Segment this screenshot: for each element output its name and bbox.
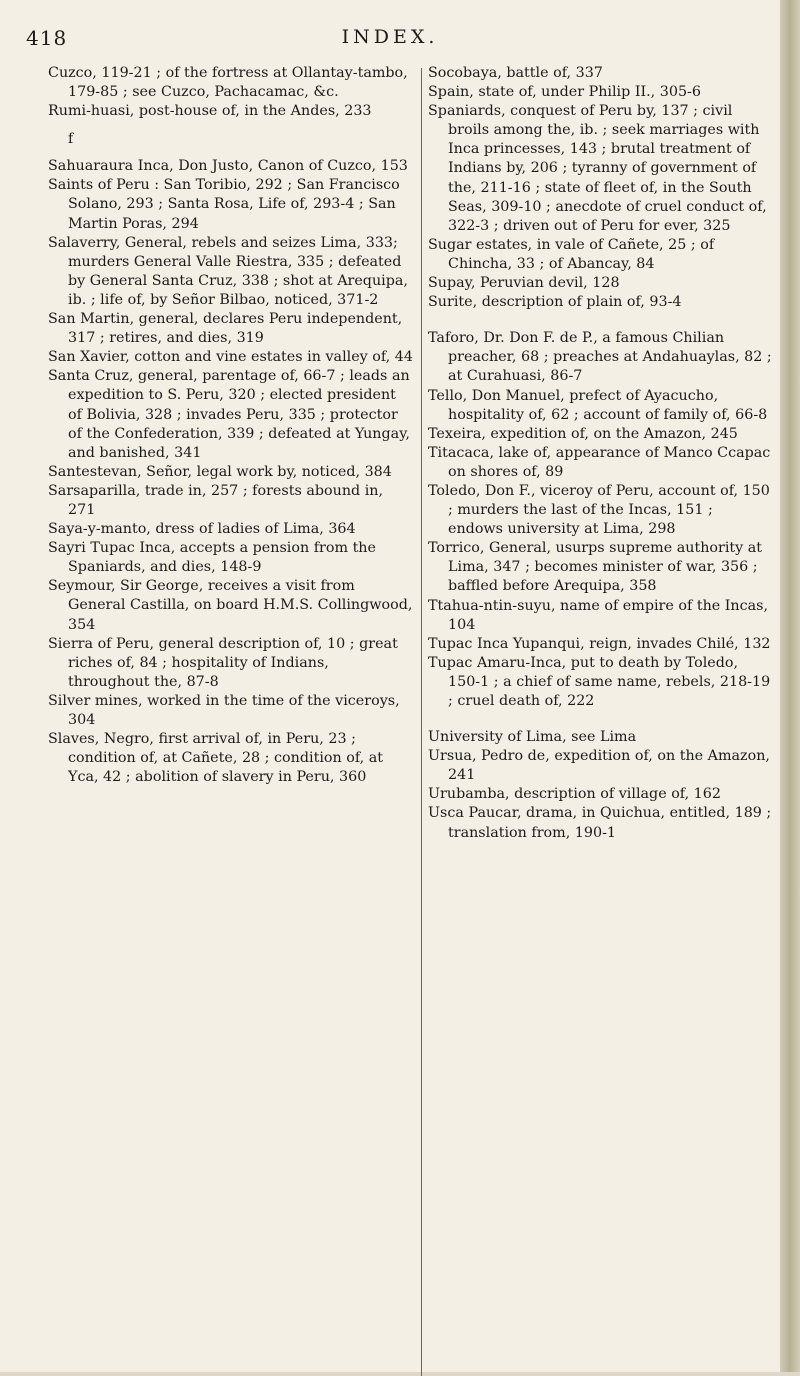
index-entry-rumi-huasi: Rumi-huasi, post-house of, in the Andes, 233 bbox=[48, 103, 372, 120]
index-entry-salaverry: Salaverry, General, rebels and seizes Lima, 333; murders General Valle Riestra, 335 ; defeated by General Santa Cruz, 338 ; shot at Arequipa, ib. ; life of, by Señor Bilbao, noticed, 371-2 bbox=[48, 234, 408, 308]
index-entry-tupac-amaru: Tupac Amaru-Inca, put to death by Toledo, 150-1 ; a chief of same name, rebels, 218-19 ; cruel death of, 222 bbox=[428, 654, 771, 709]
index-entry-tupac-inca-yupanqui: Tupac Inca Yupanqui, reign, invades Chilé, 132 bbox=[428, 635, 771, 652]
index-entry-texeira: Texeira, expedition of, on the Amazon, 245 bbox=[428, 425, 738, 442]
index-entry-torrico: Torrico, General, usurps supreme authority at Lima, 347 ; becomes minister of war, 356 ; baffled before Arequipa, 358 bbox=[428, 540, 763, 595]
left-index-column bbox=[48, 64, 414, 787]
index-entry-slaves: Slaves, Negro, first arrival of, in Peru, 23 ; condition of, at Cañete, 28 ; condition of, at Yca, 42 ; abolition of slavery in Peru, 360 bbox=[48, 731, 384, 786]
index-entry-santestevan: Santestevan, Señor, legal work by, noticed, 384 bbox=[48, 463, 392, 480]
index-entry-ttahua-ntin-suyu: Ttahua-ntin-suyu, name of empire of the Incas, 104 bbox=[428, 597, 769, 633]
index-entry-ursua: Ursua, Pedro de, expedition of, on the Amazon, 241 bbox=[428, 748, 770, 784]
index-entry-sarsaparilla: Sarsaparilla, trade in, 257 ; forests abound in, 271 bbox=[48, 482, 384, 518]
index-entry-san-xavier: San Xavier, cotton and vine estates in valley of, 44 bbox=[48, 349, 413, 366]
index-entry-titacaca: Titacaca, lake of, appearance of Manco Ccapac on shores of, 89 bbox=[428, 444, 771, 480]
index-entry-supay: Supay, Peruvian devil, 128 bbox=[428, 275, 620, 292]
index-entry-spaniards: Spaniards, conquest of Peru by, 137 ; civil broils among the, ib. ; seek marriages with Inca princesses, 143 ; brutal treatment of Indians by, 206 ; tyranny of government of the, 211-16 ; state of fleet of, in the South Seas, 309-10 ; anecdote of cruel conduct of, 322-3 ; driven out of Peru for ever, 325 bbox=[428, 103, 767, 234]
index-entry-sayri-tupac: Sayri Tupac Inca, accepts a pension from the Spaniards, and dies, 148-9 bbox=[48, 540, 376, 576]
index-entry-surite: Surite, description of plain of, 93-4 bbox=[428, 294, 682, 311]
index-entry-saya-y-manto: Saya-y-manto, dress of ladies of Lima, 364 bbox=[48, 521, 356, 538]
index-entry-socobaya: Socobaya, battle of, 337 bbox=[428, 65, 603, 81]
index-entry-usca-paucar: Usca Paucar, drama, in Quichua, entitled, 189 ; translation from, 190-1 bbox=[428, 805, 772, 841]
index-entry-sugar-estates: Sugar estates, in vale of Cañete, 25 ; of Chincha, 33 ; of Abancay, 84 bbox=[428, 236, 715, 272]
running-title: INDEX. bbox=[341, 26, 439, 48]
index-entry-toledo: Toledo, Don F., viceroy of Peru, account of, 150 ; murders the last of the Incas, 151 ; endows university at Lima, 298 bbox=[428, 482, 770, 538]
index-entry-spain: Spain, state of, under Philip II., 305-6 bbox=[428, 84, 701, 101]
index-entry-taforo: Taforo, Dr. Don F. de P., a famous Chilian preacher, 68 ; preaches at Andahuaylas, 82 ; at Curahuasi, 86-7 bbox=[428, 330, 772, 385]
right-index-column bbox=[428, 64, 772, 843]
index-entry-santa-cruz: Santa Cruz, general, parentage of, 66-7 ; leads an expedition to S. Peru, 320 ; elected president of Bolivia, 328 ; invades Peru, 335 ; protector of the Confederation, 339 ; defeated at Yungay, and banished, 341 bbox=[48, 368, 410, 461]
index-entry-cuzco: Cuzco, 119-21 ; of the fortress at Ollantay-tambo, 179-85 ; see Cuzco, Pachacamac, &c. bbox=[48, 65, 408, 101]
index-entry-seymour: Seymour, Sir George, receives a visit from General Castilla, on board H.M.S. Collingwood, 354 bbox=[48, 578, 413, 633]
index-entry-saints: Saints of Peru : San Toribio, 292 ; San Francisco Solano, 293 ; Santa Rosa, Life of, 293-4 ; San Martin Poras, 294 bbox=[48, 177, 400, 232]
index-entry-silver-mines: Silver mines, worked in the time of the viceroys, 304 bbox=[48, 692, 400, 728]
page-edge-shadow bbox=[780, 0, 800, 1372]
index-entry-sahuaraura: Sahuaraura Inca, Don Justo, Canon of Cuzco, 153 bbox=[48, 158, 408, 175]
index-entry-university: University of Lima, see Lima bbox=[428, 729, 637, 746]
column-divider bbox=[421, 68, 422, 1376]
index-entry-san-martin: San Martin, general, declares Peru independent, 317 ; retires, and dies, 319 bbox=[48, 311, 403, 347]
index-entry-sierra: Sierra of Peru, general description of, 10 ; great riches of, 84 ; hospitality of Indians, throughout the, 87-8 bbox=[48, 635, 398, 690]
index-entry-tello: Tello, Don Manuel, prefect of Ayacucho, hospitality of, 62 ; account of family of, 66-8 bbox=[428, 387, 768, 423]
section-mark: f bbox=[68, 131, 74, 148]
page-number: 418 bbox=[26, 26, 68, 50]
index-entry-urubamba: Urubamba, description of village of, 162 bbox=[428, 786, 721, 803]
page-header bbox=[0, 14, 780, 54]
